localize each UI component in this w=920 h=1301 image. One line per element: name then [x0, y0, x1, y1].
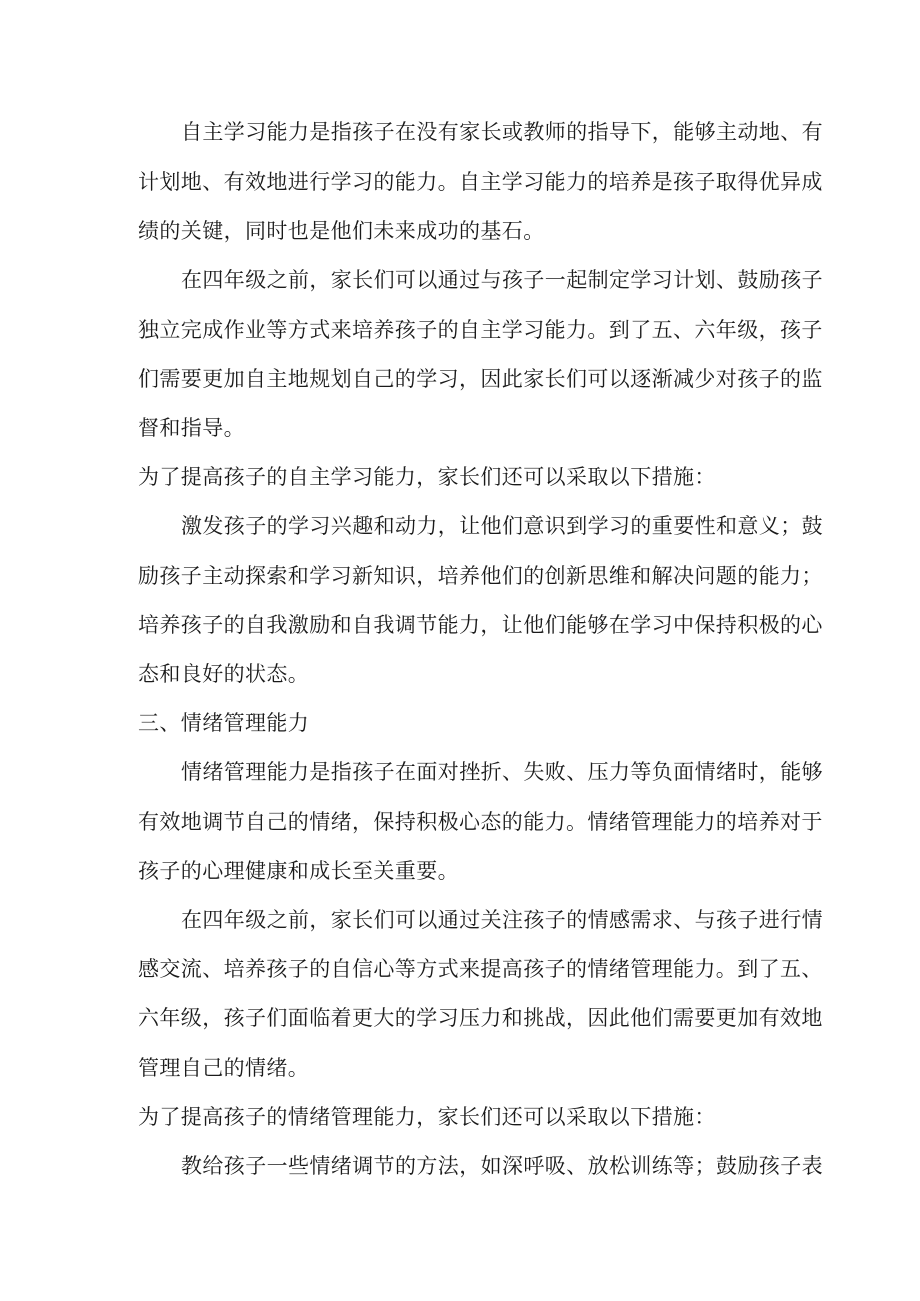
paragraph-1-line-3: 绩的关键，同时也是他们未来成功的基石。 [138, 219, 545, 243]
paragraph-6-line-1: 教给孩子一些情绪调节的方法，如深呼吸、放松训练等；鼓励孩子表 [181, 1154, 823, 1178]
section-heading: 三、情绪管理能力 [138, 711, 310, 735]
paragraph-1-line-1: 自主学习能力是指孩子在没有家长或教师的指导下，能够主动地、有 [181, 120, 823, 144]
paragraph-2-line-2: 独立完成作业等方式来培养孩子的自主学习能力。到了五、六年级，孩子 [138, 318, 823, 342]
measures-intro-1: 为了提高孩子的自主学习能力，家长们还可以采取以下措施： [138, 465, 716, 489]
paragraph-5-line-4: 管理自己的情绪。 [138, 1056, 310, 1080]
paragraph-3-line-4: 态和良好的状态。 [138, 662, 310, 686]
paragraph-2-line-3: 们需要更加自主地规划自己的学习，因此家长们可以逐渐减少对孩子的监 [138, 367, 823, 391]
paragraph-2-line-1: 在四年级之前，家长们可以通过与孩子一起制定学习计划、鼓励孩子 [181, 268, 823, 292]
paragraph-3-line-2: 励孩子主动探索和学习新知识，培养他们的创新思维和解决问题的能力； [138, 564, 823, 588]
paragraph-3-line-3: 培养孩子的自我激励和自我调节能力，让他们能够在学习中保持积极的心 [138, 613, 823, 637]
paragraph-3-line-1: 激发孩子的学习兴趣和动力，让他们意识到学习的重要性和意义；鼓 [181, 514, 823, 538]
paragraph-2-line-4: 督和指导。 [138, 416, 245, 440]
measures-intro-2: 为了提高孩子的情绪管理能力，家长们还可以采取以下措施： [138, 1105, 716, 1129]
paragraph-4-line-2: 有效地调节自己的情绪，保持积极心态的能力。情绪管理能力的培养对于 [138, 810, 823, 834]
paragraph-4-line-1: 情绪管理能力是指孩子在面对挫折、失败、压力等负面情绪时，能够 [181, 760, 823, 784]
paragraph-5-line-1: 在四年级之前，家长们可以通过关注孩子的情感需求、与孩子进行情 [181, 908, 823, 932]
paragraph-4-line-3: 孩子的心理健康和成长至关重要。 [138, 859, 459, 883]
paragraph-1-line-2: 计划地、有效地进行学习的能力。自主学习能力的培养是孩子取得优异成 [138, 170, 823, 194]
paragraph-5-line-2: 感交流、培养孩子的自信心等方式来提高孩子的情绪管理能力。到了五、 [138, 957, 823, 981]
paragraph-5-line-3: 六年级，孩子们面临着更大的学习压力和挑战，因此他们需要更加有效地 [138, 1006, 823, 1030]
